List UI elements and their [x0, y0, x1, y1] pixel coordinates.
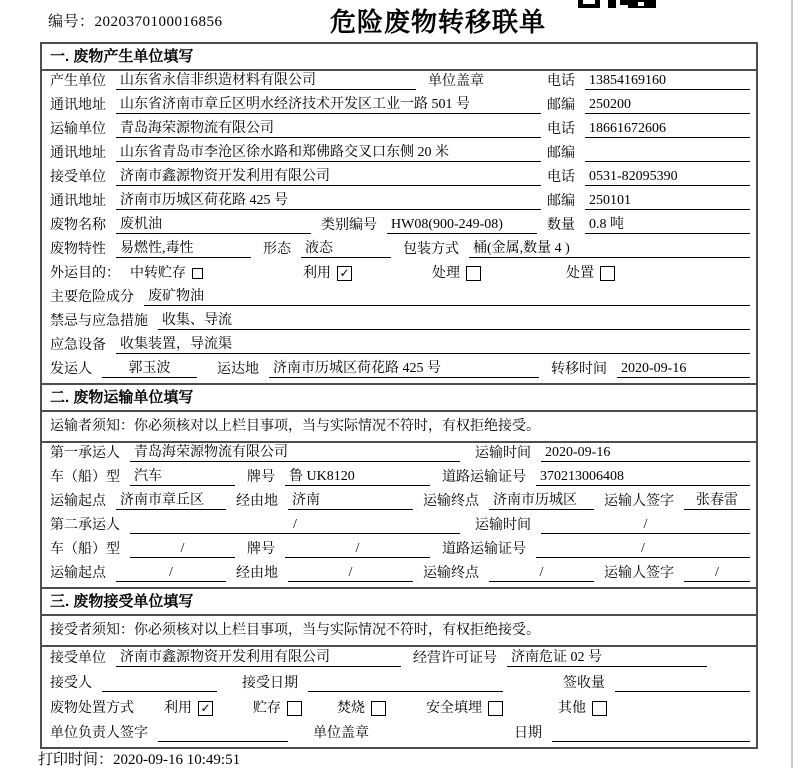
disposal-utilize-checkbox: ✓	[198, 701, 213, 716]
carrier2-via-label: 经由地	[236, 566, 278, 581]
responsible-signature-value	[158, 725, 288, 742]
acceptor-label: 接受人	[50, 676, 92, 691]
purpose-treat-label: 处理	[432, 266, 460, 281]
shipper-row	[42, 359, 756, 383]
disposal-landfill-option	[426, 697, 503, 717]
section3-title: 三. 废物接受单位填写	[42, 587, 756, 616]
purpose-transfer-storage-label: 中转贮存	[130, 266, 186, 281]
receiver-phone-label: 电话	[547, 170, 575, 185]
disposal-incinerate-checkbox	[371, 701, 386, 716]
carrier1-via-value: 济南	[288, 489, 413, 510]
receiver-zip-value: 250101	[585, 193, 750, 210]
carrier1-end-label: 运输终点	[423, 494, 479, 509]
purpose-transfer-storage-option	[130, 262, 203, 282]
generator-address-row	[42, 95, 756, 119]
purpose-treat-checkbox	[466, 266, 481, 281]
carrier1-license-label: 道路运输证号	[442, 470, 526, 485]
section1-title: 一. 废物产生单位填写	[42, 44, 756, 71]
carrier1-vehicle-value: 汽车	[130, 465, 235, 486]
receiver-address-row	[42, 191, 756, 215]
purpose-dispose-label: 处置	[566, 266, 594, 281]
carrier2-plate-label: 牌号	[247, 542, 275, 557]
waste-name-value: 废机油	[116, 213, 311, 234]
transfer-time-value: 2020-09-16	[617, 361, 750, 378]
responsible-signature-label: 单位负责人签字	[50, 726, 148, 741]
transport-unit-label: 运输单位	[50, 122, 106, 137]
waste-form-value: 液态	[301, 237, 391, 258]
transport-unit-row	[42, 119, 756, 143]
page-title: 危险废物转移联单	[330, 7, 547, 37]
disposal-utilize-label: 利用	[164, 701, 192, 716]
disposal-utilize-option	[164, 697, 213, 717]
signed-qty-label: 签收量	[563, 676, 605, 691]
waste-qty-value: 0.8 吨	[585, 213, 750, 234]
accept-unit-label: 接受单位	[50, 651, 106, 666]
transport-address-label: 通讯地址	[50, 146, 106, 161]
carrier1-license-value: 370213006408	[536, 469, 750, 486]
taboo-measures-label: 禁忌与应急措施	[50, 314, 148, 329]
transport-address-row	[42, 143, 756, 167]
taboo-measures-row	[42, 311, 756, 335]
disposal-method-label: 废物处置方式	[50, 701, 134, 716]
carrier2-route-row	[42, 563, 756, 587]
generator-zip-label: 邮编	[547, 98, 575, 113]
carrier1-start-value: 济南市章丘区	[116, 489, 226, 510]
carrier2-sign-value: /	[684, 565, 750, 582]
document-number-value: 2020370100016856	[94, 14, 223, 30]
emergency-equipment-label: 应急设备	[50, 338, 106, 353]
shipper-label: 发运人	[50, 362, 92, 377]
generator-unit-label: 产生单位	[50, 74, 106, 89]
carrier2-plate-value: /	[285, 541, 430, 558]
page-edge-divider	[791, 0, 793, 768]
carrier2-start-label: 运输起点	[50, 566, 106, 581]
carrier2-vehicle-value: /	[130, 541, 235, 558]
outbound-purpose-label: 外运目的：	[50, 266, 120, 281]
manifest-form	[40, 42, 758, 749]
unit-seal-label: 单位盖章	[428, 74, 484, 89]
disposal-other-label: 其他	[558, 701, 586, 716]
generator-address-value: 山东省济南市章丘区明水经济技术开发区工业一路 501 号	[116, 93, 541, 114]
carrier2-name-row	[42, 515, 756, 539]
carrier1-end-value: 济南市历城区	[489, 489, 594, 510]
transport-phone-label: 电话	[547, 122, 575, 137]
shipper-value: 郭玉波	[102, 357, 197, 378]
document-number-label: 编号：	[48, 14, 95, 30]
generator-zip-value: 250200	[585, 97, 750, 114]
disposal-storage-label: 贮存	[253, 701, 281, 716]
destination-label: 运达地	[217, 362, 259, 377]
packing-method-label: 包装方式	[403, 242, 459, 257]
print-time-label: 打印时间：	[38, 752, 114, 768]
disposal-storage-option	[253, 697, 302, 717]
carrier2-value: /	[130, 517, 460, 534]
disposal-incinerate-label: 焚烧	[337, 701, 365, 716]
hazard-component-label: 主要危险成分	[50, 290, 134, 305]
carrier2-via-value: /	[288, 565, 413, 582]
disposal-method-row	[42, 697, 756, 722]
receiver-unit-value: 济南市鑫源物资开发利用有限公司	[116, 165, 541, 186]
waste-category-value: HW08(900-249-08)	[387, 217, 537, 234]
section2-title: 二. 废物运输单位填写	[42, 383, 756, 412]
transport-address-value: 山东省青岛市李沧区徐水路和郑佛路交叉口东侧 20 米	[116, 141, 541, 162]
generator-phone-label: 电话	[547, 74, 575, 89]
carrier1-plate-value: 鲁 UK8120	[285, 465, 430, 486]
accept-date-value	[308, 675, 503, 692]
waste-property-label: 废物特性	[50, 242, 106, 257]
waste-category-label: 类别编号	[321, 218, 377, 233]
receiver-unit-label: 接受单位	[50, 170, 106, 185]
acceptance-row	[42, 672, 756, 697]
carrier2-time-label: 运输时间	[475, 518, 531, 533]
carrier1-route-row	[42, 491, 756, 515]
purpose-utilize-checkbox: ✓	[337, 266, 352, 281]
carrier1-value: 青岛海荣源物流有限公司	[130, 441, 460, 462]
carrier1-name-row	[42, 443, 756, 467]
purpose-transfer-storage-checkbox	[192, 268, 203, 279]
carrier1-start-label: 运输起点	[50, 494, 106, 509]
carrier1-vehicle-label: 车（船）型	[50, 470, 120, 485]
operating-license-value: 济南危证 02 号	[507, 646, 707, 667]
disposal-incinerate-option	[337, 697, 386, 717]
hazard-component-row	[42, 287, 756, 311]
print-time	[38, 748, 240, 768]
carrier1-label: 第一承运人	[50, 446, 120, 461]
emergency-equipment-value: 收集装置，导流渠	[116, 333, 750, 354]
signature-row	[42, 722, 756, 747]
transport-zip-value	[585, 145, 750, 162]
carrier2-start-value: /	[116, 565, 226, 582]
carrier2-time-value: /	[541, 517, 750, 534]
carrier2-vehicle-row	[42, 539, 756, 563]
accept-date-label: 接受日期	[242, 676, 298, 691]
purpose-dispose-checkbox	[600, 266, 615, 281]
carrier2-license-value: /	[536, 541, 750, 558]
unit-seal2-label: 单位盖章	[313, 726, 369, 741]
carrier1-plate-label: 牌号	[247, 470, 275, 485]
purpose-utilize-label: 利用	[303, 266, 331, 281]
waste-name-label: 废物名称	[50, 218, 106, 233]
sign-date-value	[552, 725, 750, 742]
generator-unit-value: 山东省永信非织造材料有限公司	[116, 69, 416, 90]
receiver-zip-label: 邮编	[547, 194, 575, 209]
receiver-phone-value: 0531-82095390	[585, 169, 750, 186]
purpose-utilize-option	[303, 262, 352, 282]
accept-unit-row	[42, 647, 756, 672]
transport-zip-label: 邮编	[547, 146, 575, 161]
carrier2-end-label: 运输终点	[423, 566, 479, 581]
carrier2-end-value: /	[489, 565, 594, 582]
receiver-address-value: 济南市历城区荷花路 425 号	[116, 189, 541, 210]
carrier2-vehicle-label: 车（船）型	[50, 542, 120, 557]
carrier1-time-label: 运输时间	[475, 446, 531, 461]
packing-method-value: 桶(金属,数量 4 )	[469, 237, 750, 258]
waste-name-row	[42, 215, 756, 239]
receiver-notice: 接受者须知：你必须核对以上栏目事项，当与实际情况不符时，有权拒绝接受。	[42, 616, 756, 647]
disposal-landfill-checkbox	[488, 701, 503, 716]
disposal-landfill-label: 安全填埋	[426, 701, 482, 716]
carrier1-via-label: 经由地	[236, 494, 278, 509]
transporter-notice: 运输者须知：你必须核对以上栏目事项，当与实际情况不符时，有权拒绝接受。	[42, 412, 756, 443]
destination-value: 济南市历城区荷花路 425 号	[269, 357, 539, 378]
transport-unit-value: 青岛海荣源物流有限公司	[116, 117, 541, 138]
carrier1-vehicle-row	[42, 467, 756, 491]
operating-license-label: 经营许可证号	[413, 651, 497, 666]
generator-phone-value: 13854169160	[585, 73, 750, 90]
purpose-dispose-option	[566, 262, 615, 282]
waste-property-row	[42, 239, 756, 263]
taboo-measures-value: 收集、导流	[158, 309, 750, 330]
disposal-storage-checkbox	[287, 701, 302, 716]
carrier1-sign-label: 运输人签字	[604, 494, 674, 509]
carrier1-sign-value: 张春雷	[684, 489, 750, 510]
disposal-other-option	[558, 697, 607, 717]
sign-date-label: 日期	[514, 726, 542, 741]
transfer-time-label: 转移时间	[551, 362, 607, 377]
transport-phone-value: 18661672606	[585, 121, 750, 138]
outbound-purpose-row	[42, 263, 756, 287]
accept-unit-value: 济南市鑫源物资开发利用有限公司	[116, 646, 401, 667]
generator-unit-row	[42, 71, 756, 95]
document-number	[48, 10, 223, 31]
carrier2-label: 第二承运人	[50, 518, 120, 533]
emergency-equipment-row	[42, 335, 756, 359]
disposal-other-checkbox	[592, 701, 607, 716]
waste-form-label: 形态	[263, 242, 291, 257]
receiver-address-label: 通讯地址	[50, 194, 106, 209]
hazard-component-value: 废矿物油	[144, 285, 750, 306]
carrier2-license-label: 道路运输证号	[442, 542, 526, 557]
purpose-treat-option	[432, 262, 481, 282]
carrier1-time-value: 2020-09-16	[541, 445, 750, 462]
carrier2-sign-label: 运输人签字	[604, 566, 674, 581]
receiver-unit-row	[42, 167, 756, 191]
waste-qty-label: 数量	[547, 218, 575, 233]
generator-address-label: 通讯地址	[50, 98, 106, 113]
acceptor-value	[102, 675, 217, 692]
signed-qty-value	[615, 675, 750, 692]
print-time-value: 2020-09-16 10:49:51	[113, 752, 241, 768]
qr-code-fragment-icon	[578, 0, 658, 8]
waste-property-value: 易燃性,毒性	[116, 237, 251, 258]
